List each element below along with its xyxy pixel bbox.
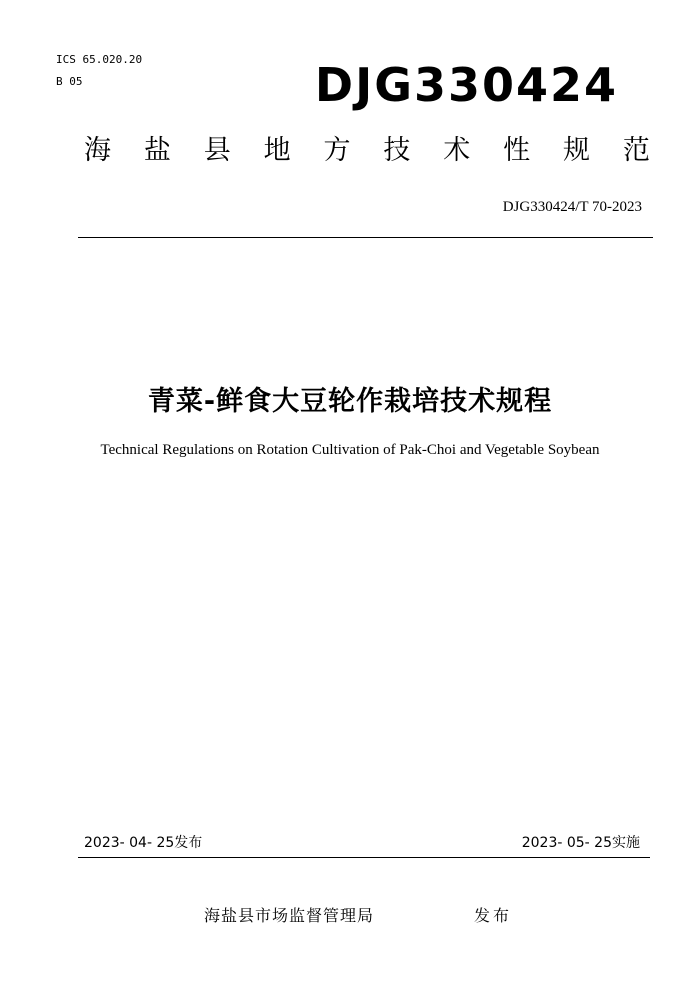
standard-type-char: 性 [503,135,531,166]
publisher-name: 海盐县市场监督管理局 [204,906,375,925]
footer-divider [78,857,650,858]
standard-type-char: 术 [443,135,471,166]
standard-type-char: 范 [622,135,650,166]
standard-type-char: 地 [263,135,291,166]
header-divider [78,237,653,238]
issue-date: 2023- 04- 25发布 [84,835,203,851]
standard-type-char: 海 [84,135,111,166]
standard-type-char: 县 [203,135,231,166]
standard-number: DJG330424/T 70-2023 [502,199,642,215]
implementation-date: 2023- 05- 25实施 [521,835,640,851]
document-title-english: Technical Regulations on Rotation Cultivation of Pak-Choi and Vegetable Soybean [100,442,600,458]
standard-type [84,137,650,164]
standard-code: DJG330424 [314,58,618,112]
standard-type-char: 技 [383,135,411,166]
publish-label: 发布 [474,906,513,925]
ics-code: ICS 65.020.20 [56,53,143,66]
standard-type-char: 盐 [143,135,171,166]
standard-type-char: 规 [563,135,590,166]
document-title-chinese: 青菜-鲜食大豆轮作栽培技术规程 [147,386,553,417]
classification-code: B 05 [56,75,83,88]
standard-type-char: 方 [323,135,351,166]
